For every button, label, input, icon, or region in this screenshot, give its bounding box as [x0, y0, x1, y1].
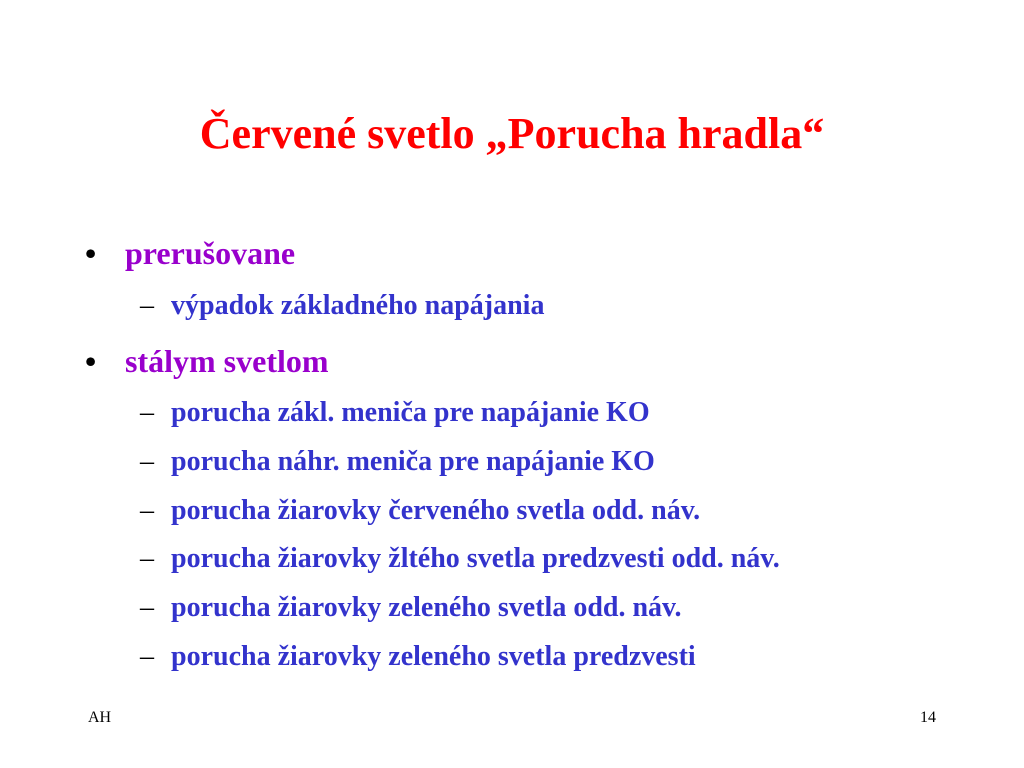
sub-item-label: porucha náhr. meniča pre napájanie KO — [171, 446, 655, 477]
sub-item-label: porucha zákl. meniča pre napájanie KO — [171, 397, 650, 428]
sub-item — [140, 445, 655, 479]
sub-item-label: výpadok základného napájania — [171, 290, 545, 321]
dash-glyph: – — [140, 592, 154, 623]
sub-item-label: porucha žiarovky zeleného svetla predzvesti — [171, 641, 696, 672]
sub-item — [140, 494, 700, 528]
dash-glyph: – — [140, 495, 154, 526]
footer-author: AH — [88, 709, 112, 726]
sub-item-label: porucha žiarovky žltého svetla predzvesti odd. náv. — [171, 543, 780, 574]
footer-page-number: 14 — [920, 709, 936, 726]
sub-item — [140, 396, 650, 430]
dash-glyph: – — [140, 397, 154, 428]
bullet-label: prerušovane — [125, 235, 296, 271]
sub-item — [140, 542, 780, 576]
dash-glyph: – — [140, 446, 154, 477]
dash-glyph: – — [140, 641, 154, 672]
bullet-item-interrupted — [85, 233, 295, 273]
sub-item-label: porucha žiarovky zeleného svetla odd. náv. — [171, 592, 682, 623]
bullet-glyph: • — [85, 343, 97, 379]
slide-title: Červené svetlo „Porucha hradla“ — [199, 109, 825, 158]
sub-item — [140, 640, 696, 674]
bullet-item-steady-light — [85, 341, 329, 381]
sub-item — [140, 591, 682, 625]
sub-item-label: porucha žiarovky červeného svetla odd. náv. — [171, 495, 701, 526]
dash-glyph: – — [140, 543, 154, 574]
sub-item — [140, 289, 544, 323]
bullet-glyph: • — [85, 235, 97, 271]
bullet-label: stálym svetlom — [125, 343, 329, 379]
dash-glyph: – — [140, 290, 154, 321]
